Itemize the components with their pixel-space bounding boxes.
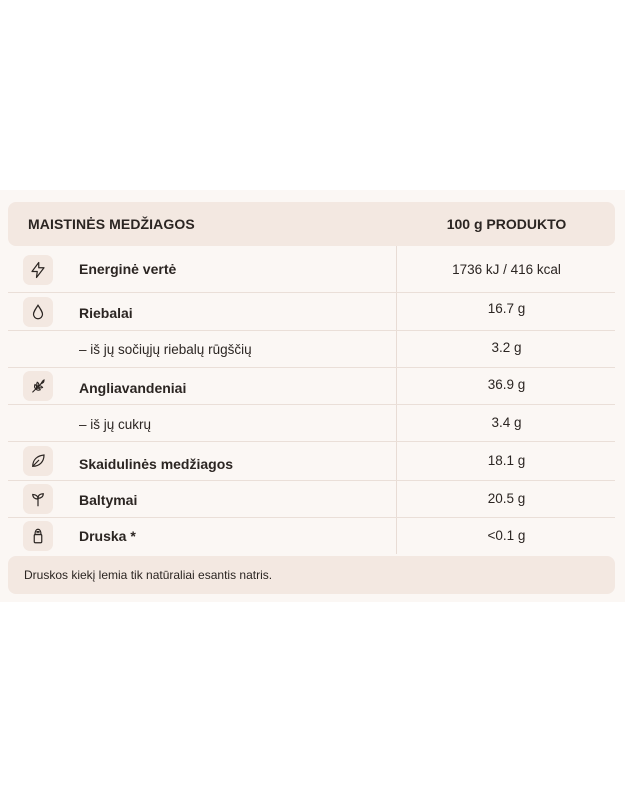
row-label: Riebalai (79, 305, 133, 321)
row-label: Skaidulinės medžiagos (79, 456, 234, 472)
table-row-fat (8, 292, 615, 331)
row-value: 20.5 g (487, 491, 526, 506)
table-row-energy (8, 246, 615, 293)
row-value: 36.9 g (487, 377, 526, 392)
nutrients-column-header: MAISTINĖS MEDŽIAGOS (28, 216, 195, 232)
row-label: – iš jų cukrų (79, 417, 152, 432)
table-row-saturated-fat (8, 331, 615, 368)
table-row-carbohydrates (8, 368, 615, 405)
row-value: 1736 kJ / 416 kcal (452, 262, 561, 277)
row-value: 18.1 g (487, 453, 526, 468)
sprout-icon (23, 484, 53, 514)
row-value: 3.4 g (491, 415, 522, 430)
table-row-salt (8, 518, 615, 554)
wheat-icon (23, 371, 53, 401)
row-label: Energinė vertė (79, 261, 177, 277)
table-row-protein (8, 481, 615, 518)
row-value: 16.7 g (487, 301, 526, 316)
salt-shaker-icon (23, 521, 53, 551)
leaf-icon (23, 446, 53, 476)
table-header (8, 202, 615, 246)
row-label: Druska * (79, 528, 136, 544)
droplet-icon (23, 297, 53, 327)
row-label: Angliavandeniai (79, 380, 187, 396)
amount-column-header: 100 g PRODUKTO (446, 216, 567, 232)
table-row-fiber (8, 442, 615, 481)
row-value: 3.2 g (491, 340, 522, 355)
table-row-sugars (8, 405, 615, 442)
footnote-box (8, 556, 615, 594)
row-label: – iš jų sočiųjų riebalų rūgščių (79, 342, 252, 357)
lightning-icon (23, 255, 53, 285)
row-value: <0.1 g (487, 528, 526, 543)
footnote-text: Druskos kiekį lemia tik natūraliai esantis natris. (24, 568, 273, 582)
row-label: Baltymai (79, 492, 138, 508)
